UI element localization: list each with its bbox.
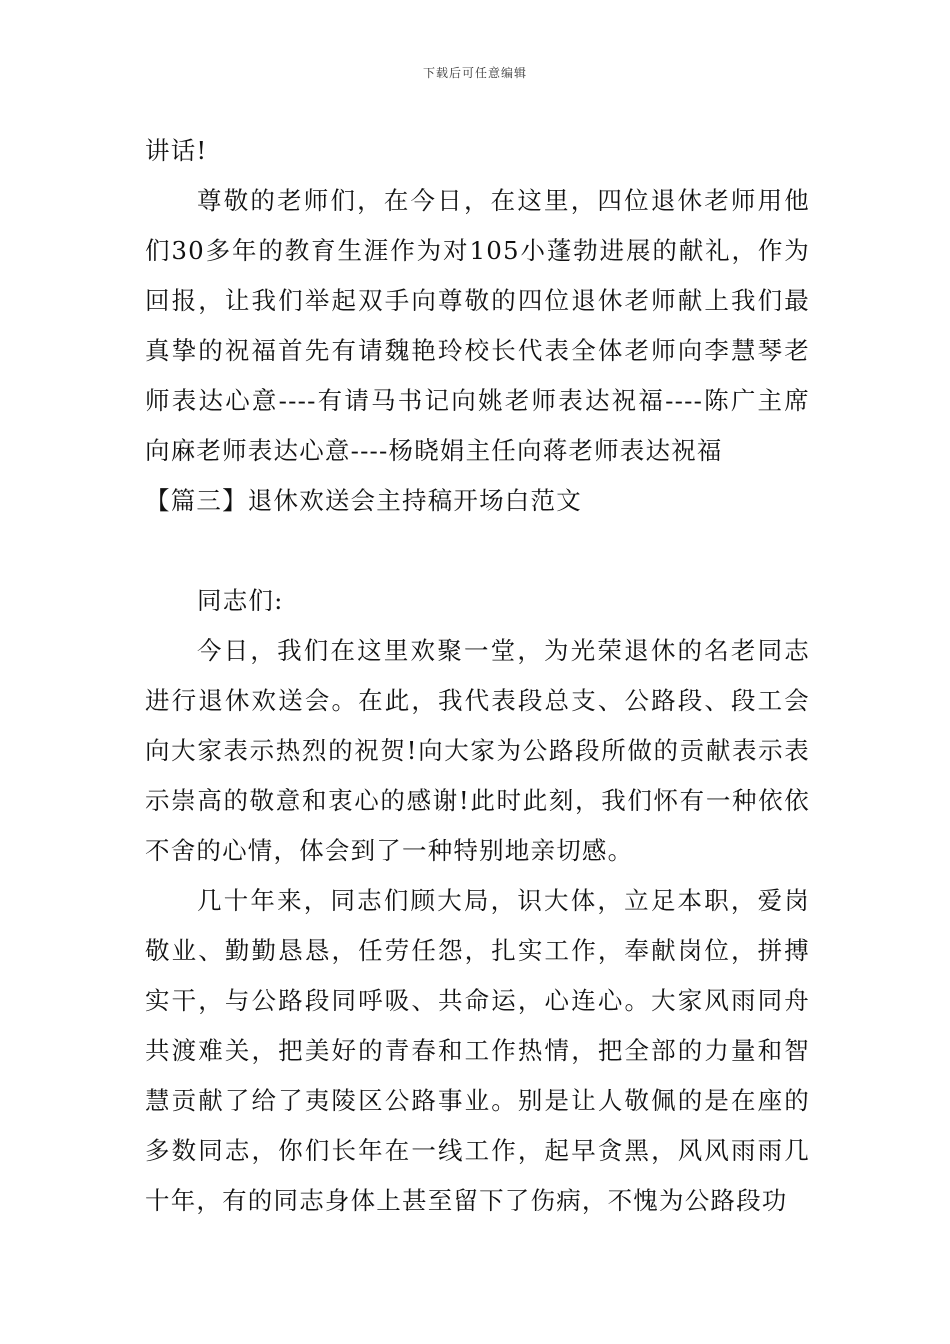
paragraph-achievements: 几十年来，同志们顾大局，识大体，立足本职，爱岗敬业、勤勤恳恳，任劳任怨，扎实工作，奉献岗位，拼搏实干，与公路段同呼吸、共命运，心连心。大家风雨同舟共渡难关，把美好的青春和工作热情，把全部的力量和智慧贡献了给了夷陵区公路事业。别是让人敬佩的是在座的多数同志，你们长年在一线工作，起早贪黑，风风雨雨几十年，有的同志身体上甚至留下了伤病，不愧为公路段功 bbox=[145, 886, 810, 1215]
paragraph-tribute: 尊敬的老师们，在今日，在这里，四位退休老师用他们30多年的教育生涯作为对105小蓬勃进展的献礼，作为回报，让我们举起双手向尊敬的四位退休老师献上我们最真挚的祝福首先有请魏艳玲校长代表全体老师向李慧琴老师表达心意----有请马书记向姚老师表达祝福----陈广主席向麻老师表达心意----杨晓娟主任向蒋老师表达祝福 bbox=[145, 186, 810, 465]
section-heading: 【篇三】退休欢送会主持稿开场白范文 bbox=[145, 486, 582, 515]
page-header: 下载后可任意编辑 bbox=[422, 66, 527, 80]
paragraph-salutation: 同志们: bbox=[197, 586, 284, 615]
blank-line bbox=[145, 526, 810, 576]
paragraph-closing-line: 讲话! bbox=[145, 136, 208, 165]
paragraph-opening: 今日，我们在这里欢聚一堂，为光荣退休的名老同志进行退休欢送会。在此，我代表段总支、公路段、段工会向大家表示热烈的祝贺!向大家为公路段所做的贡献表示表示崇高的敬意和衷心的感谢!此时此刻，我们怀有一种依依不舍的心情，体会到了一种特别地亲切感。 bbox=[145, 636, 810, 865]
document-body bbox=[145, 126, 810, 1226]
